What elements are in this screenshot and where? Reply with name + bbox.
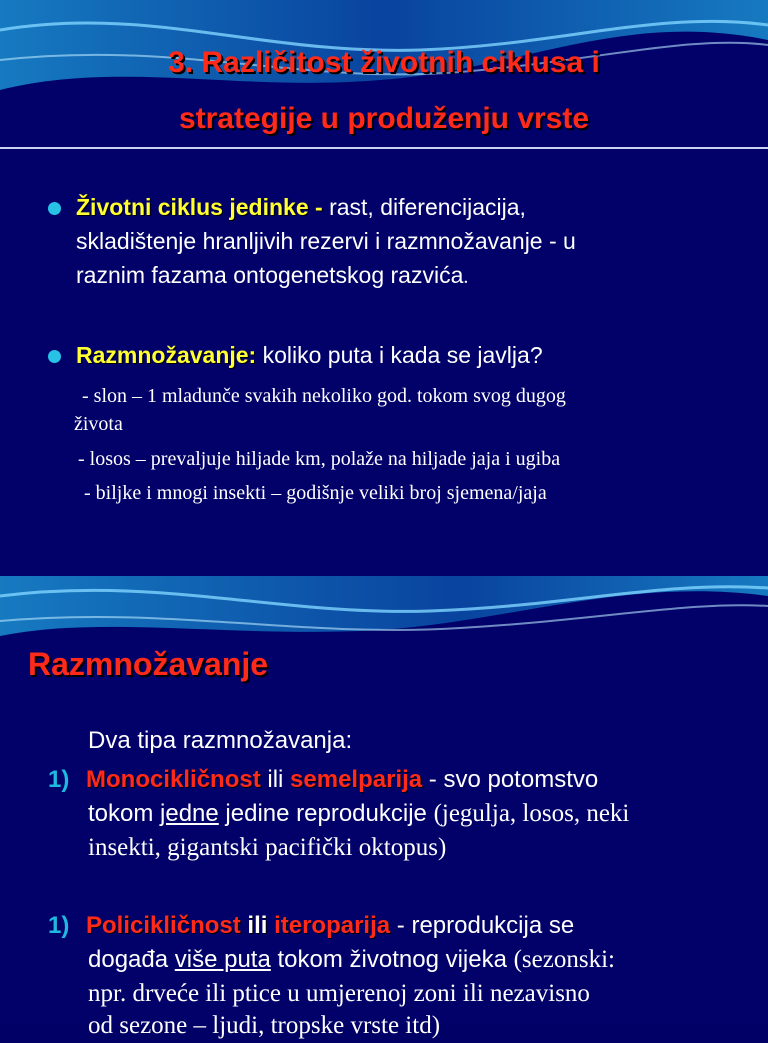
list-item-monocyclic: 1) Monocikličnost ili semelparija - svo potomstvo [48,766,599,793]
intro-text: Dva tipa razmnožavanja: [88,727,353,754]
list-number: 1) [48,766,70,793]
list-item-text: tokom jedne jedine reprodukcije (jegulja, losos, neki [88,800,630,827]
bullet-term: Razmnožavanje: [76,342,257,368]
bullet-text-line: raznim fazama ontogenetskog razvića. [76,262,469,288]
list-item-text: insekti, gigantski pacifički oktopus) [88,834,447,861]
list-item-text: događa više puta tokom životnog vijeka (sezonski: [88,946,615,973]
bullet-icon [48,350,61,363]
bullet-icon [48,202,61,215]
sub-item: - losos – prevaljuje hiljade km, polaže na hiljade jaja i ugiba [78,448,561,470]
bullet-reproduction: Razmnožavanje: koliko puta i kada se javlja? [52,338,543,372]
list-item-text: od sezone – ljudi, tropske vrste itd) [88,1012,441,1039]
title-divider [0,147,768,149]
sub-item: života [74,413,123,435]
list-number: 1) [48,912,70,939]
bullet-life-cycle: Životni ciklus jedinke - rast, diferencijacija, [52,190,526,224]
list-item-polycyclic: 1) Policikličnost ili iteroparija - reprodukcija se [48,912,575,939]
bullet-term: Životni ciklus jedinke [76,194,309,220]
slide-title-line-2: strategije u produženju vrste [178,102,590,135]
list-item-text: npr. drveće ili ptice u umjerenoj zoni ili nezavisno [88,980,590,1007]
slide-2 [0,576,768,1039]
sub-item: - biljke i mnogi insekti – godišnje veliki broj sjemena/jaja [84,482,547,504]
wave-decoration [0,576,768,656]
sub-item: - slon – 1 mladunče svakih nekoliko god. tokom svog dugog [82,385,566,407]
slide-title: Razmnožavanje [28,646,269,682]
bullet-text-line: skladištenje hranljivih rezervi i razmnožavanje - u [76,228,576,254]
slide-title-line-1: 3. Različitost životnih ciklusa i [168,46,600,79]
